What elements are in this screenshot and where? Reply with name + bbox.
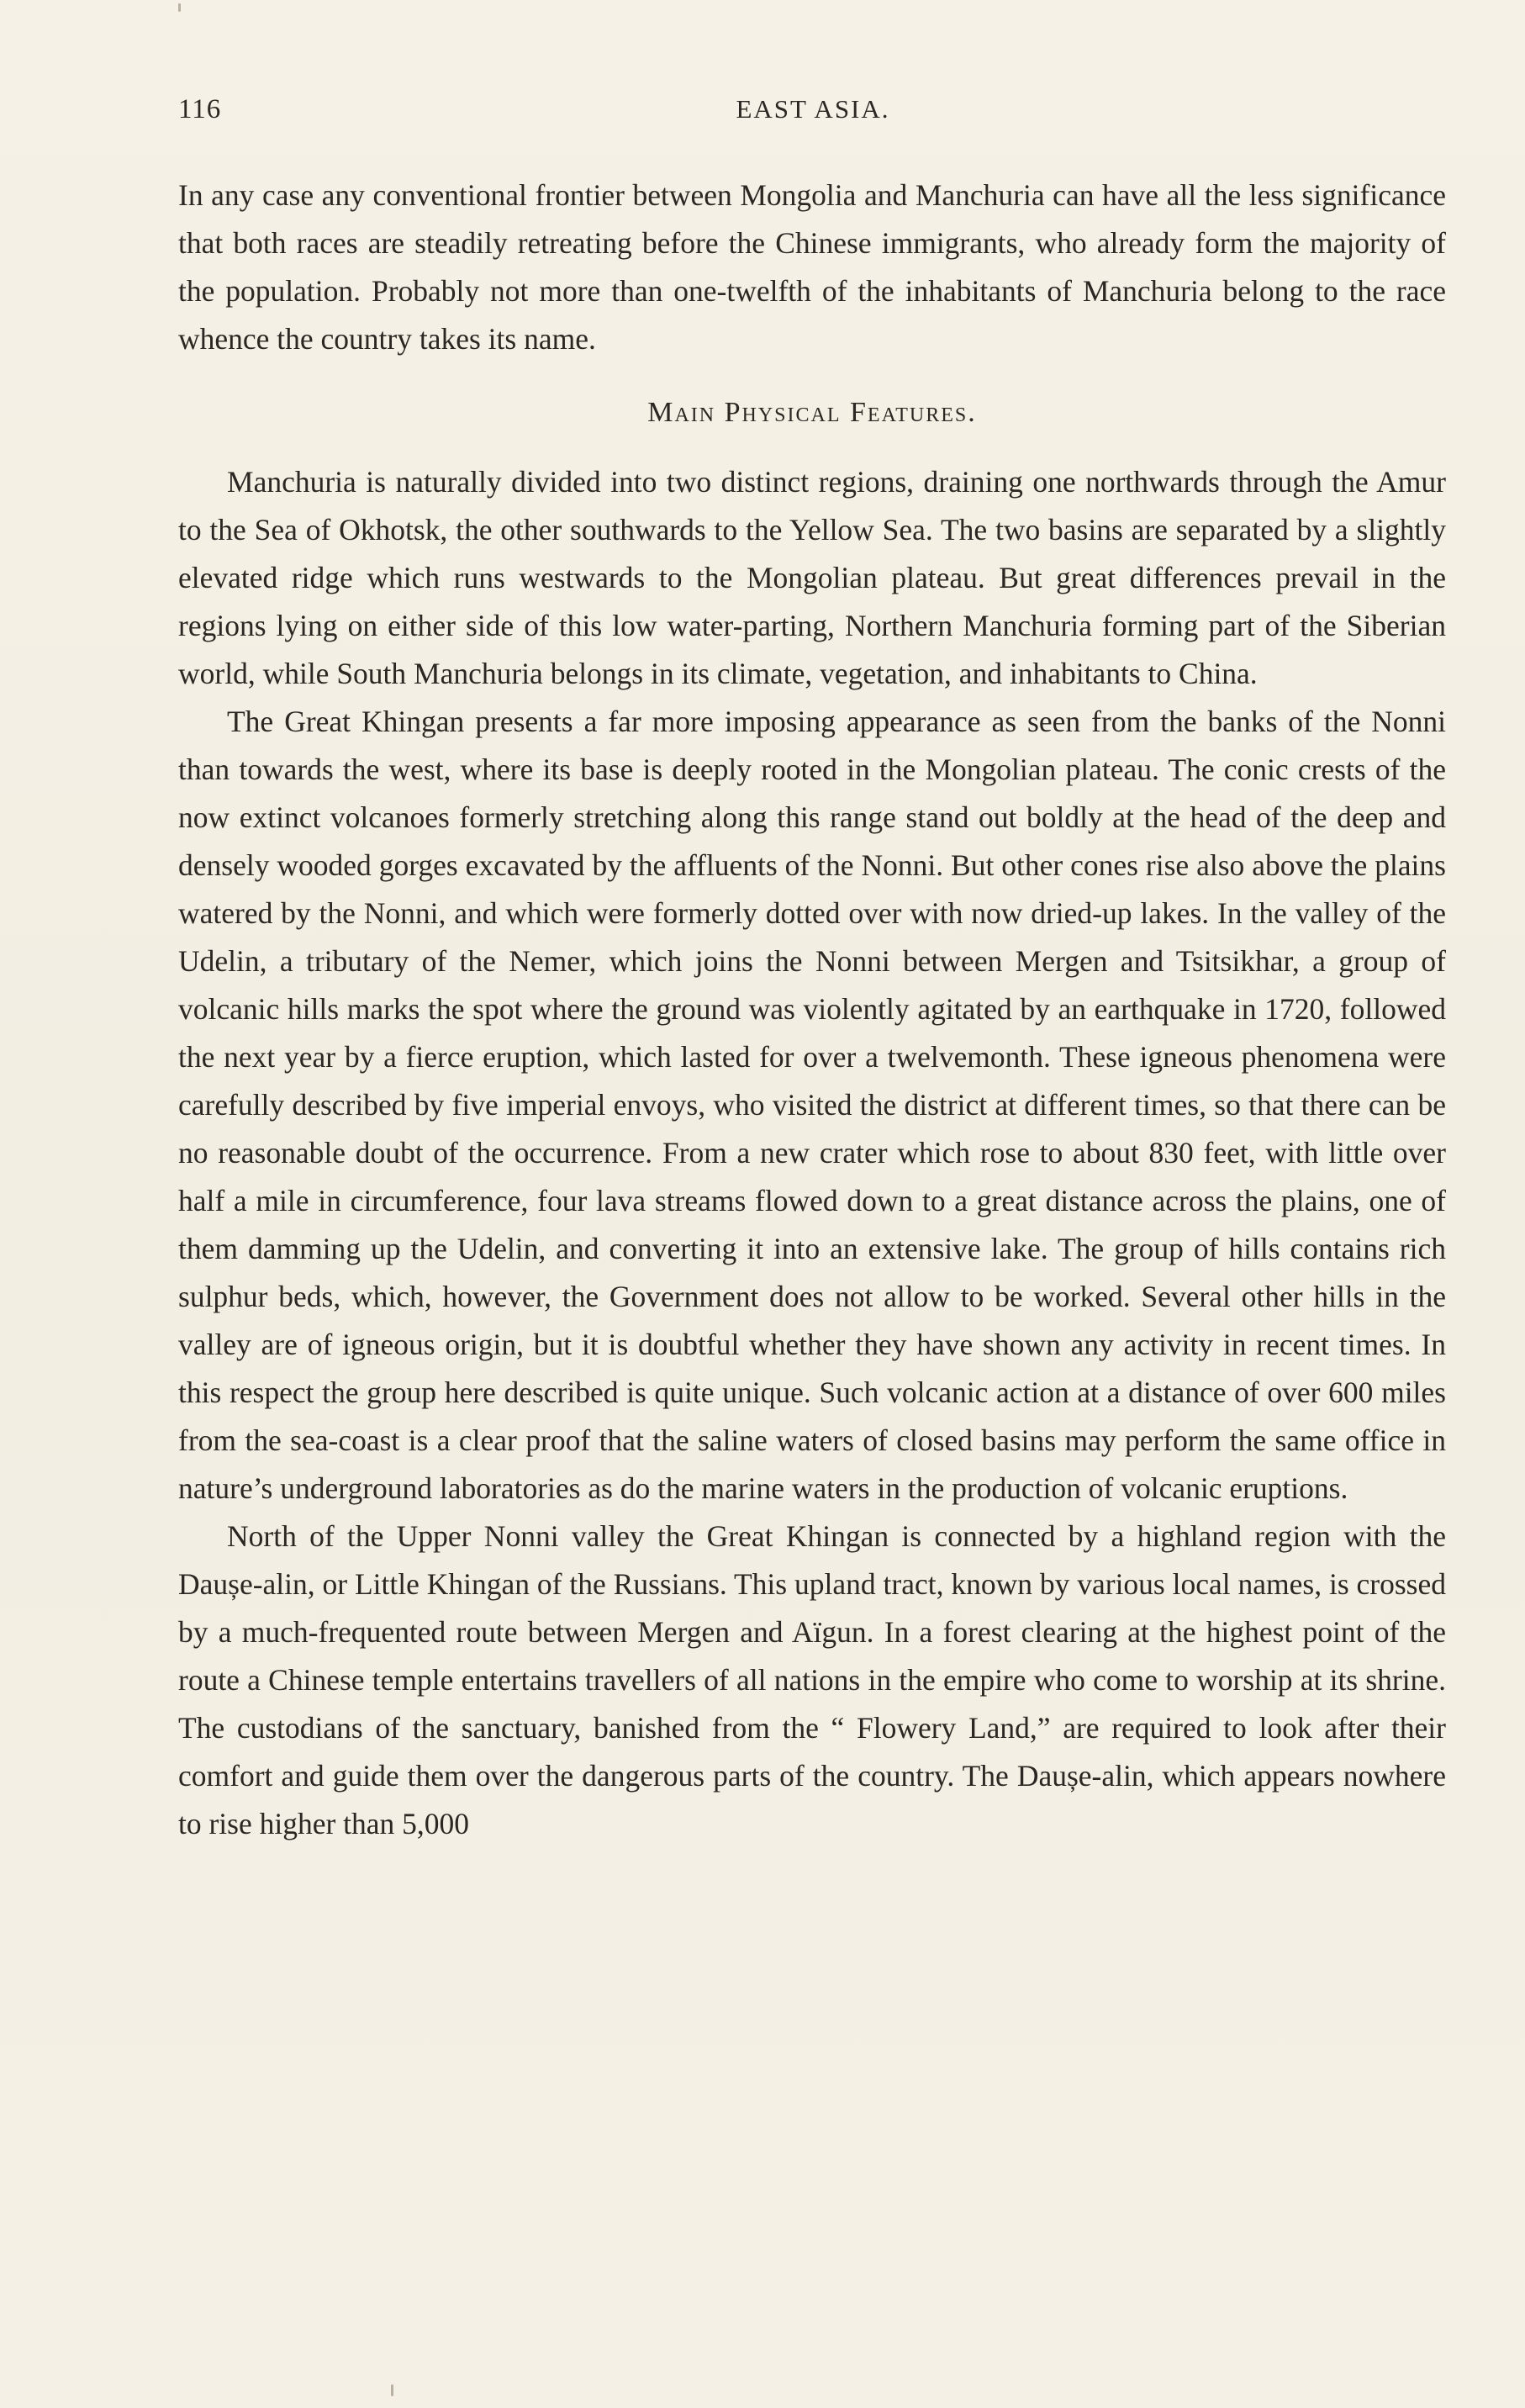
paragraph: In any case any conventional frontier between Mongolia and Manchuria can have all the less significance that both races are steadily retreating before the Chinese immigrants, who already form the majority of the population. Probably not more than one-twelfth of the inhabitants of Manchuria belong to the race whence the country takes its name. [178,178,1446,356]
page-header [178,94,1448,136]
paper-speck [178,3,181,12]
paragraph: Manchuria is naturally divided into two distinct regions, draining one northwards through the Amur to the Sea of Okhotsk, the other southwards to the Yellow Sea. The two basins are separated by a slightly elevated ridge which runs westwards to the Mongolian plateau. But great differences prevail in the regions lying on either side of this low water-parting, Northern Manchuria forming part of the Siberian world, while South Manchuria belongs in its climate, vegetation, and inhabitants to China. [178,465,1446,690]
page-number: 116 [178,94,222,124]
section-heading: Main Physical Features. [647,397,977,428]
paragraph: The Great Khingan presents a far more imposing appearance as seen from the banks of the Nonni than towards the west, where its base is deeply rooted in the Mongolian plateau. The conic crests of the now extinct volcanoes formerly stretching along this range stand out boldly at the head of the deep and densely wooded gorges excavated by the affluents of the Nonni. But other cones rise also above the plains watered by the Nonni, and which were formerly dotted over with now dried-up lakes. In the valley of the Udelin, a tributary of the Nemer, which joins the Nonni between Mergen and Tsitsikhar, a group of volcanic hills marks the spot where the ground was violently agitated by an earthquake in 1720, followed the next year by a fierce eruption, which lasted for over a twelvemonth. These igneous phenomena were carefully described by five imperial envoys, who visited the district at different times, so that there can be no reasonable doubt of the occurrence. From a new crater which rose to about 830 feet, with little over half a mile in circumference, four lava streams flowed down to a great distance across the plains, one of them damming up the Udelin, and converting it into an extensive lake. The group of hills contains rich sulphur beds, which, however, the Government does not allow to be worked. Several other hills in the valley are of igneous origin, but it is doubtful whether they have shown any activity in recent times. In this respect the group here described is quite unique. Such volcanic action at a distance of over 600 miles from the sea-coast is a clear proof that the saline waters of closed basins may perform the same office in nature’s underground laboratories as do the marine waters in the production of volcanic eruptions. [178,705,1446,1505]
running-title: EAST ASIA. [736,94,890,124]
paper-speck [391,2384,393,2396]
body-text [178,172,1446,1848]
paragraph: North of the Upper Nonni valley the Great Khingan is connected by a highland region with the Daușe-alin, or Little Khingan of the Russians. This upland tract, known by various local names, is crossed by a much-frequented route between Mergen and Aïgun. In a forest clearing at the highest point of the route a Chinese temple entertains travellers of all nations in the empire who come to worship at its shrine. The custodians of the sanctuary, banished from the “ Flowery Land,” are required to look after their comfort and guide them over the dangerous parts of the country. The Daușe-alin, which appears nowhere to rise higher than 5,000 [178,1519,1446,1840]
